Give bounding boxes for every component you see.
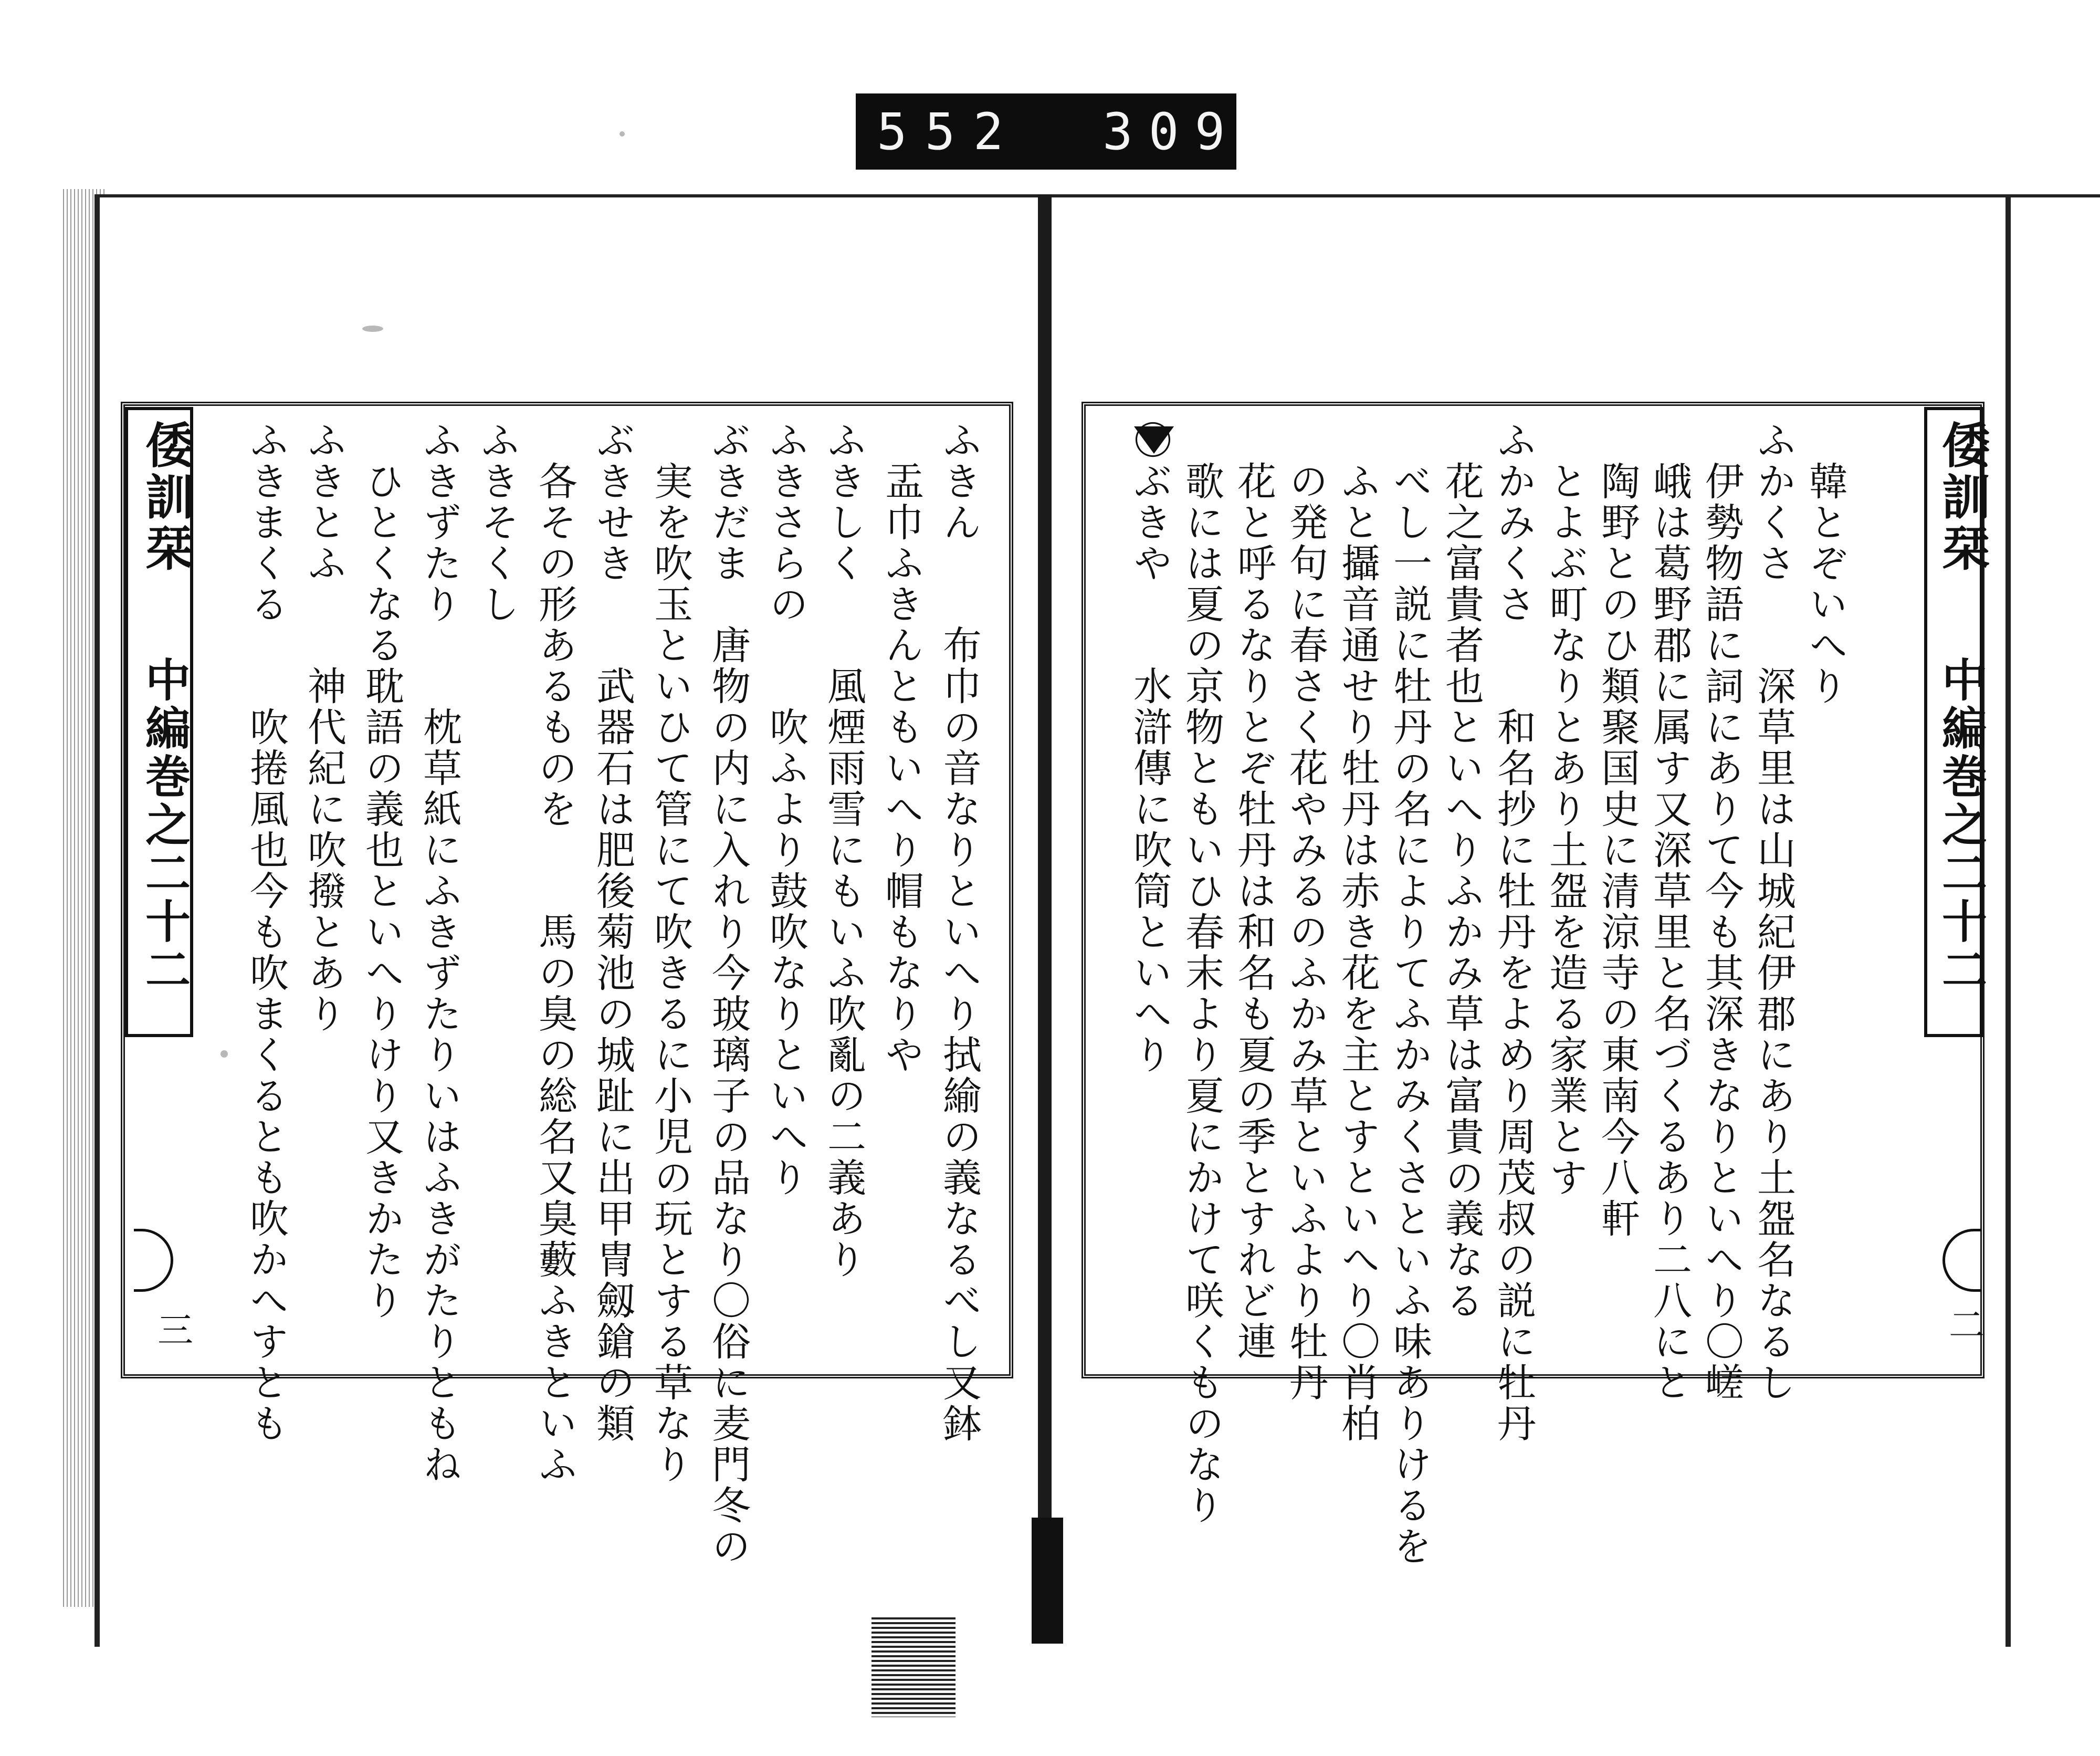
text-column: ふきん 布巾の音なりといへり拭緰の義なるべし又鉢 xyxy=(937,420,982,1444)
text-column: 各その形あるものを 馬の臭の総名又臭藪ふきといふ xyxy=(532,420,578,1485)
text-column: の発句に春さく花やみるのふかみ草といふより牡丹 xyxy=(1283,420,1328,1403)
text-column: 伊勢物語に詞にありて今も其深きなりといへり〇嵯 xyxy=(1699,420,1744,1403)
text-column: とよぶ町なりとあり土盌を造る家業とす xyxy=(1543,420,1588,1198)
text-column: ふきそくし xyxy=(475,420,520,625)
text-column: ふきとふ 神代紀に吹撥とあり xyxy=(301,420,346,1034)
call-number-left: 552 xyxy=(877,102,1022,161)
text-column: ぶきせき 武器石は肥後菊池の城趾に出甲冑劔鎗の類 xyxy=(590,420,635,1444)
left-running-title: 倭訓栞 xyxy=(138,420,194,574)
call-number-label xyxy=(856,93,1241,170)
text-column: ふきさらの 吹ふより鼓吹なりといへり xyxy=(763,420,808,1198)
text-column: 峨は葛野郡に属す又深草里と名づくるあり二八にと xyxy=(1647,420,1692,1403)
text-column: べし一説に牡丹の名によりてふかみくさといふ味ありけるを xyxy=(1387,420,1432,1567)
text-column: 歌には夏の京物ともいひ春末より夏にかけて咲くものなり xyxy=(1179,420,1224,1526)
call-number-right: 309 xyxy=(1102,102,1241,161)
text-column: ふきまくる 吹捲風也今も吹まくるとも吹かへすとも xyxy=(244,420,289,1444)
right-running-volume: 中編巻之二十二 xyxy=(1934,656,1987,995)
left-running-volume: 中編巻之二十二 xyxy=(138,656,191,995)
right-folio-number: 二 xyxy=(1949,1305,1985,1346)
text-column: ふきずたり 枕草紙にふきずたりいはふきがたりともね xyxy=(417,420,462,1485)
page-stack-bottom xyxy=(872,1617,956,1717)
text-column: 韓とぞいへり xyxy=(1803,420,1848,707)
scan-speck xyxy=(220,1050,228,1058)
text-column: ふかみくさ 和名抄に牡丹をよめり周茂叔の説に牡丹 xyxy=(1491,420,1536,1444)
text-column: ふきしく 風煙雨雪にもいふ吹亂の二義あり xyxy=(821,420,866,1280)
page-edge-right xyxy=(2011,194,2100,1563)
text-column: ひとくなる耽語の義也といへりけり又きかたり xyxy=(359,420,404,1321)
text-column: ふと攝音通せり牡丹は赤き花を主とすといへり〇肖柏 xyxy=(1335,420,1380,1444)
text-column: 花と呼るなりとぞ牡丹は和名も夏の季とすれど連 xyxy=(1231,420,1276,1362)
book-gutter xyxy=(1038,194,1052,1644)
text-column: 〇ぶきや 水滸傳に吹筒といへり xyxy=(1127,420,1172,1075)
text-column: 盂巾ふきんともいへり帽もなりや xyxy=(879,420,924,1075)
text-column: 陶野とのひ類聚国史に清涼寺の東南今八軒 xyxy=(1595,420,1640,1239)
scan-speck xyxy=(620,131,625,137)
gutter-shadow xyxy=(1032,1518,1063,1644)
scan-speck xyxy=(362,326,383,332)
text-column: ぶきだま 唐物の内に入れり今玻璃子の品なり〇俗に麦門冬の xyxy=(706,420,751,1567)
text-column: ふかくさ 深草里は山城紀伊郡にあり土盌名なるし xyxy=(1751,420,1796,1403)
left-folio-number: 三 xyxy=(158,1310,194,1352)
entry-marker-icon xyxy=(1134,426,1174,454)
text-column: 花之富貴者也といへりふかみ草は富貴の義なる xyxy=(1439,420,1484,1321)
text-column: 実を吹玉といひて管にて吹きるに小児の玩とする草なり xyxy=(648,420,693,1485)
right-running-title: 倭訓栞 xyxy=(1934,420,1991,574)
